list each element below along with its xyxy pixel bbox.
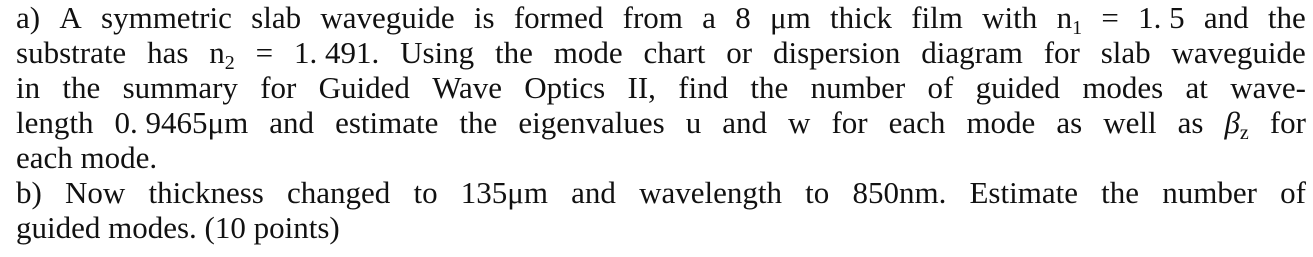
word: length xyxy=(16,105,94,140)
word: each xyxy=(888,105,946,140)
word: from xyxy=(622,0,683,35)
word: b) xyxy=(16,175,42,210)
word: a xyxy=(702,0,716,35)
word: to xyxy=(413,175,438,210)
word: well xyxy=(1103,105,1157,140)
word: 1. 5 xyxy=(1138,0,1185,35)
word: the xyxy=(1267,0,1306,35)
word: summary xyxy=(122,70,238,105)
word: and xyxy=(571,175,616,210)
part-a-line-3 xyxy=(16,70,1306,105)
word: 1. 491. xyxy=(293,35,380,70)
word: the xyxy=(62,70,101,105)
word: mode xyxy=(966,105,1036,140)
word: for xyxy=(831,105,868,140)
problem-text xyxy=(16,0,1306,245)
word: 8 xyxy=(735,0,751,35)
word: formed xyxy=(513,0,604,35)
word: modes xyxy=(1082,70,1164,105)
word: number xyxy=(1162,175,1257,210)
word: to xyxy=(805,175,830,210)
word: in xyxy=(16,70,41,105)
word: as xyxy=(1056,105,1083,140)
word: guided xyxy=(975,70,1061,105)
part-a-line-5-text: each mode. xyxy=(16,140,158,175)
word: of xyxy=(1280,175,1306,210)
word: w xyxy=(788,105,811,140)
word: $n_1$ xyxy=(1056,0,1083,35)
word: u xyxy=(685,105,702,140)
word: waveguide xyxy=(320,0,455,35)
word: estimate xyxy=(335,105,439,140)
word: at xyxy=(1185,70,1208,105)
word: 0. 9465μm xyxy=(114,105,249,140)
word: a) xyxy=(16,0,41,35)
word: as xyxy=(1177,105,1204,140)
part-b-line-2-text: guided modes. (10 points) xyxy=(16,210,340,245)
word: $n_2$ xyxy=(209,35,235,70)
word: wave- xyxy=(1230,70,1306,105)
word: and xyxy=(722,105,767,140)
word: mode xyxy=(553,35,623,70)
word: film xyxy=(911,0,963,35)
word: or xyxy=(726,35,753,70)
word: find xyxy=(678,70,729,105)
word: thick xyxy=(829,0,892,35)
word: is xyxy=(473,0,495,35)
part-a-line-4 xyxy=(16,105,1306,140)
word: has xyxy=(147,35,189,70)
word: thickness xyxy=(148,175,264,210)
word: the xyxy=(459,105,498,140)
part-a-line-2 xyxy=(16,35,1306,70)
part-a-line-5 xyxy=(16,140,1306,175)
word: slab xyxy=(251,0,302,35)
word: of xyxy=(927,70,954,105)
word: $\beta_z$ xyxy=(1224,105,1249,140)
word: the xyxy=(495,35,533,70)
word: chart xyxy=(643,35,706,70)
word: symmetric xyxy=(101,0,232,35)
word: for xyxy=(1269,105,1306,140)
word: 135μm xyxy=(460,175,548,210)
word: dispersion xyxy=(772,35,901,70)
word: II, xyxy=(627,70,656,105)
word: for xyxy=(260,70,297,105)
part-a-line-1 xyxy=(16,0,1306,35)
word: Optics xyxy=(524,70,606,105)
word: = xyxy=(255,35,274,70)
word: diagram xyxy=(921,35,1023,70)
word: substrate xyxy=(16,35,127,70)
part-b-line-1 xyxy=(16,175,1306,210)
word: A xyxy=(59,0,82,35)
word: Now xyxy=(65,175,126,210)
word: waveguide xyxy=(1171,35,1306,70)
word: changed xyxy=(287,175,391,210)
word: the xyxy=(1101,175,1140,210)
word: for xyxy=(1043,35,1080,70)
word: slab xyxy=(1100,35,1151,70)
word: and xyxy=(269,105,315,140)
word: number xyxy=(810,70,906,105)
word: the xyxy=(750,70,789,105)
word: = xyxy=(1101,0,1119,35)
word: μm xyxy=(769,0,811,35)
word: Estimate xyxy=(969,175,1078,210)
word: and xyxy=(1203,0,1249,35)
word: Guided xyxy=(318,70,410,105)
word: Using xyxy=(400,35,475,70)
word: eigenvalues xyxy=(518,105,665,140)
word: wavelength xyxy=(639,175,782,210)
word: 850nm. xyxy=(852,175,947,210)
word: Wave xyxy=(432,70,502,105)
part-b-line-2 xyxy=(16,210,1306,245)
word: with xyxy=(982,0,1038,35)
